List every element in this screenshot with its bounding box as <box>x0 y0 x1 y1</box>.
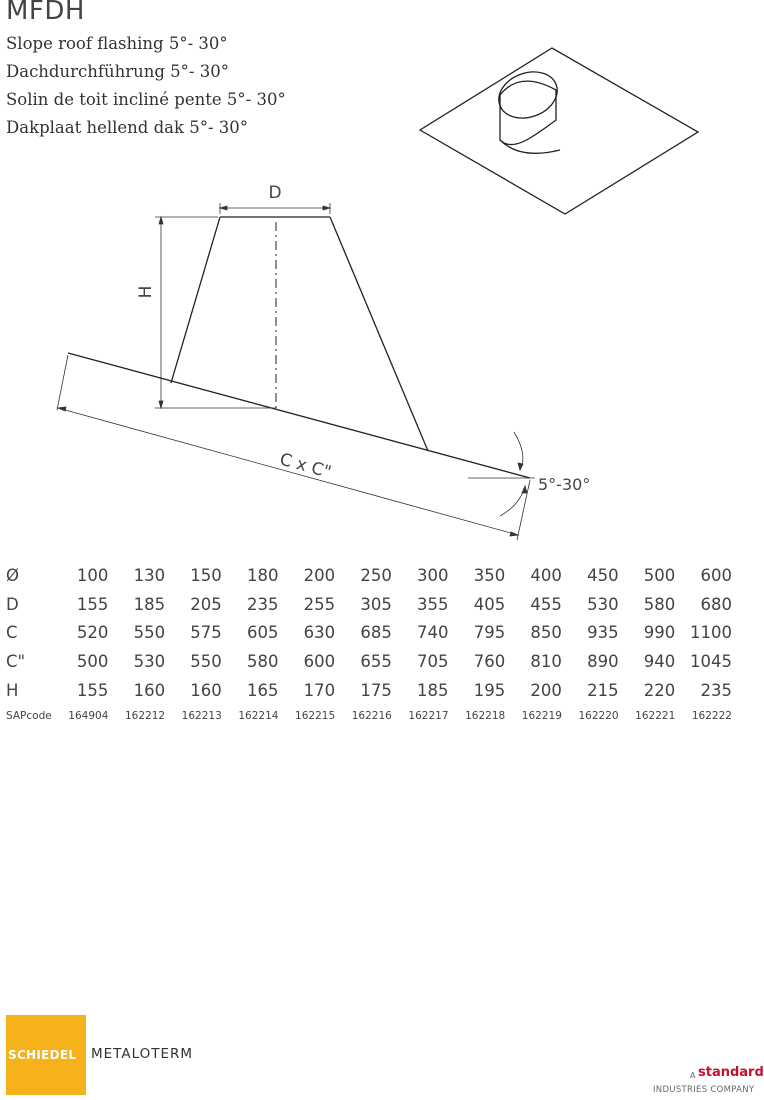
table-cell: 185 <box>417 681 449 701</box>
d-arrow-right <box>323 206 330 210</box>
label-d: D <box>268 183 282 203</box>
h-arrow-bottom <box>159 401 163 408</box>
table-cell: 130 <box>133 565 166 585</box>
sap-code-row <box>4 705 732 727</box>
sap-code-cell: 162216 <box>351 709 392 722</box>
table-cell: 180 <box>246 565 279 585</box>
row-label: C <box>6 623 18 643</box>
angle-arrow-top <box>518 463 523 470</box>
table-cell: 200 <box>530 681 562 701</box>
table-row <box>4 619 732 648</box>
table-cell: 355 <box>417 594 449 614</box>
cone-left-edge <box>171 217 220 383</box>
metaloterm-wordmark: METALOTERM <box>91 1046 194 1062</box>
table-cell: 935 <box>587 623 619 643</box>
table-cell: 350 <box>473 565 506 585</box>
sap-code-cell: 162219 <box>521 709 562 722</box>
table-cell: 170 <box>303 681 336 701</box>
pipe-collar-top <box>492 64 563 126</box>
standard-prefix: A <box>690 1071 696 1080</box>
table-cell: 760 <box>473 652 506 672</box>
table-cell: 1100 <box>689 623 732 643</box>
table-cell: 405 <box>473 594 506 614</box>
table-cell: 550 <box>190 652 222 672</box>
table-cell: 235 <box>700 681 732 701</box>
schiedel-logo-box <box>6 1015 86 1095</box>
sap-code-cell: 164904 <box>68 709 109 722</box>
table-cell: 1045 <box>689 652 732 672</box>
table-cell: 195 <box>473 681 506 701</box>
table-cell: 205 <box>190 594 222 614</box>
table-cell: 100 <box>76 565 109 585</box>
label-h: H <box>136 285 156 299</box>
table-cell: 250 <box>360 565 392 585</box>
subtitle-nl: Dakplaat hellend dak 5°- 30° <box>6 118 249 137</box>
table-cell: 150 <box>190 565 222 585</box>
table-cell: 160 <box>190 681 222 701</box>
sap-code-cell: 162213 <box>181 709 222 722</box>
table-cell: 455 <box>530 594 562 614</box>
table-cell: 530 <box>587 594 619 614</box>
sap-code-cell: 162218 <box>465 709 506 722</box>
cone-right-edge <box>330 217 428 451</box>
table-cell: 580 <box>643 594 676 614</box>
subtitle-en: Slope roof flashing 5°- 30° <box>6 34 228 53</box>
row-label: C" <box>6 652 26 672</box>
table-row <box>4 590 732 619</box>
schiedel-logo-text: SCHIEDEL <box>8 1048 77 1062</box>
pipe-collar-shape <box>500 81 556 144</box>
table-row <box>4 676 732 705</box>
c-ext-left <box>57 355 68 410</box>
table-cell: 255 <box>303 594 336 614</box>
standard-logo: standard <box>698 1065 764 1080</box>
table-row <box>4 561 732 590</box>
table-cell: 630 <box>303 623 336 643</box>
flashing-plate-outline <box>420 48 698 214</box>
sap-code-cell: 162212 <box>124 709 166 722</box>
side-view <box>68 217 530 478</box>
dimension-table <box>4 561 732 727</box>
table-cell: 155 <box>76 681 109 701</box>
label-angle: 5°-30° <box>538 475 591 494</box>
row-label: Ø <box>6 565 19 585</box>
sap-label: SAPcode <box>6 709 52 722</box>
pipe-collar-base <box>500 140 560 153</box>
table-cell: 220 <box>643 681 676 701</box>
dimension-lines <box>57 203 535 540</box>
sap-code-cell: 162221 <box>635 709 676 722</box>
label-c-x-c: C x C" <box>277 449 334 483</box>
table-cell: 235 <box>246 594 279 614</box>
c-arrow-right <box>510 532 518 536</box>
angle-arc-bottom <box>500 486 525 516</box>
isometric-flashing-sketch <box>420 48 698 214</box>
table-cell: 500 <box>643 565 676 585</box>
table-cell: 680 <box>700 594 732 614</box>
table-cell: 685 <box>360 623 392 643</box>
table-cell: 810 <box>530 652 562 672</box>
table-cell: 400 <box>530 565 562 585</box>
standard-subtitle: INDUSTRIES COMPANY <box>653 1085 755 1095</box>
c-arrow-left <box>58 407 66 411</box>
table-cell: 740 <box>417 623 449 643</box>
table-cell: 580 <box>246 652 279 672</box>
table-cell: 185 <box>133 594 166 614</box>
table-cell: 605 <box>246 623 279 643</box>
table-cell: 155 <box>76 594 109 614</box>
table-cell: 850 <box>530 623 562 643</box>
table-cell: 175 <box>360 681 392 701</box>
table-cell: 305 <box>360 594 392 614</box>
table-cell: 600 <box>700 565 732 585</box>
table-cell: 165 <box>246 681 279 701</box>
subtitle-fr: Solin de toit incliné pente 5°- 30° <box>6 90 286 109</box>
table-cell: 550 <box>133 623 166 643</box>
product-title: MFDH <box>6 0 85 26</box>
row-label: D <box>6 594 19 614</box>
angle-arrow-bottom <box>522 486 527 493</box>
table-cell: 705 <box>417 652 449 672</box>
table-cell: 795 <box>473 623 506 643</box>
table-cell: 215 <box>587 681 619 701</box>
table-row <box>4 647 732 676</box>
table-cell: 990 <box>643 623 676 643</box>
table-cell: 500 <box>76 652 109 672</box>
table-cell: 200 <box>303 565 336 585</box>
table-cell: 600 <box>303 652 336 672</box>
d-arrow-left <box>220 206 227 210</box>
sap-code-cell: 162214 <box>238 709 279 722</box>
sap-code-cell: 162222 <box>691 709 732 722</box>
table-cell: 940 <box>643 652 676 672</box>
table-cell: 890 <box>587 652 619 672</box>
table-cell: 450 <box>587 565 619 585</box>
sap-code-cell: 162215 <box>295 709 336 722</box>
table-cell: 575 <box>190 623 222 643</box>
subtitle-de: Dachdurchführung 5°- 30° <box>6 62 229 81</box>
sap-code-cell: 162217 <box>408 709 449 722</box>
table-cell: 520 <box>76 623 109 643</box>
table-cell: 655 <box>360 652 392 672</box>
table-cell: 300 <box>417 565 449 585</box>
table-cell: 530 <box>133 652 166 672</box>
h-arrow-top <box>159 217 163 224</box>
table-cell: 160 <box>133 681 166 701</box>
row-label: H <box>6 681 19 701</box>
sap-code-cell: 162220 <box>578 709 619 722</box>
